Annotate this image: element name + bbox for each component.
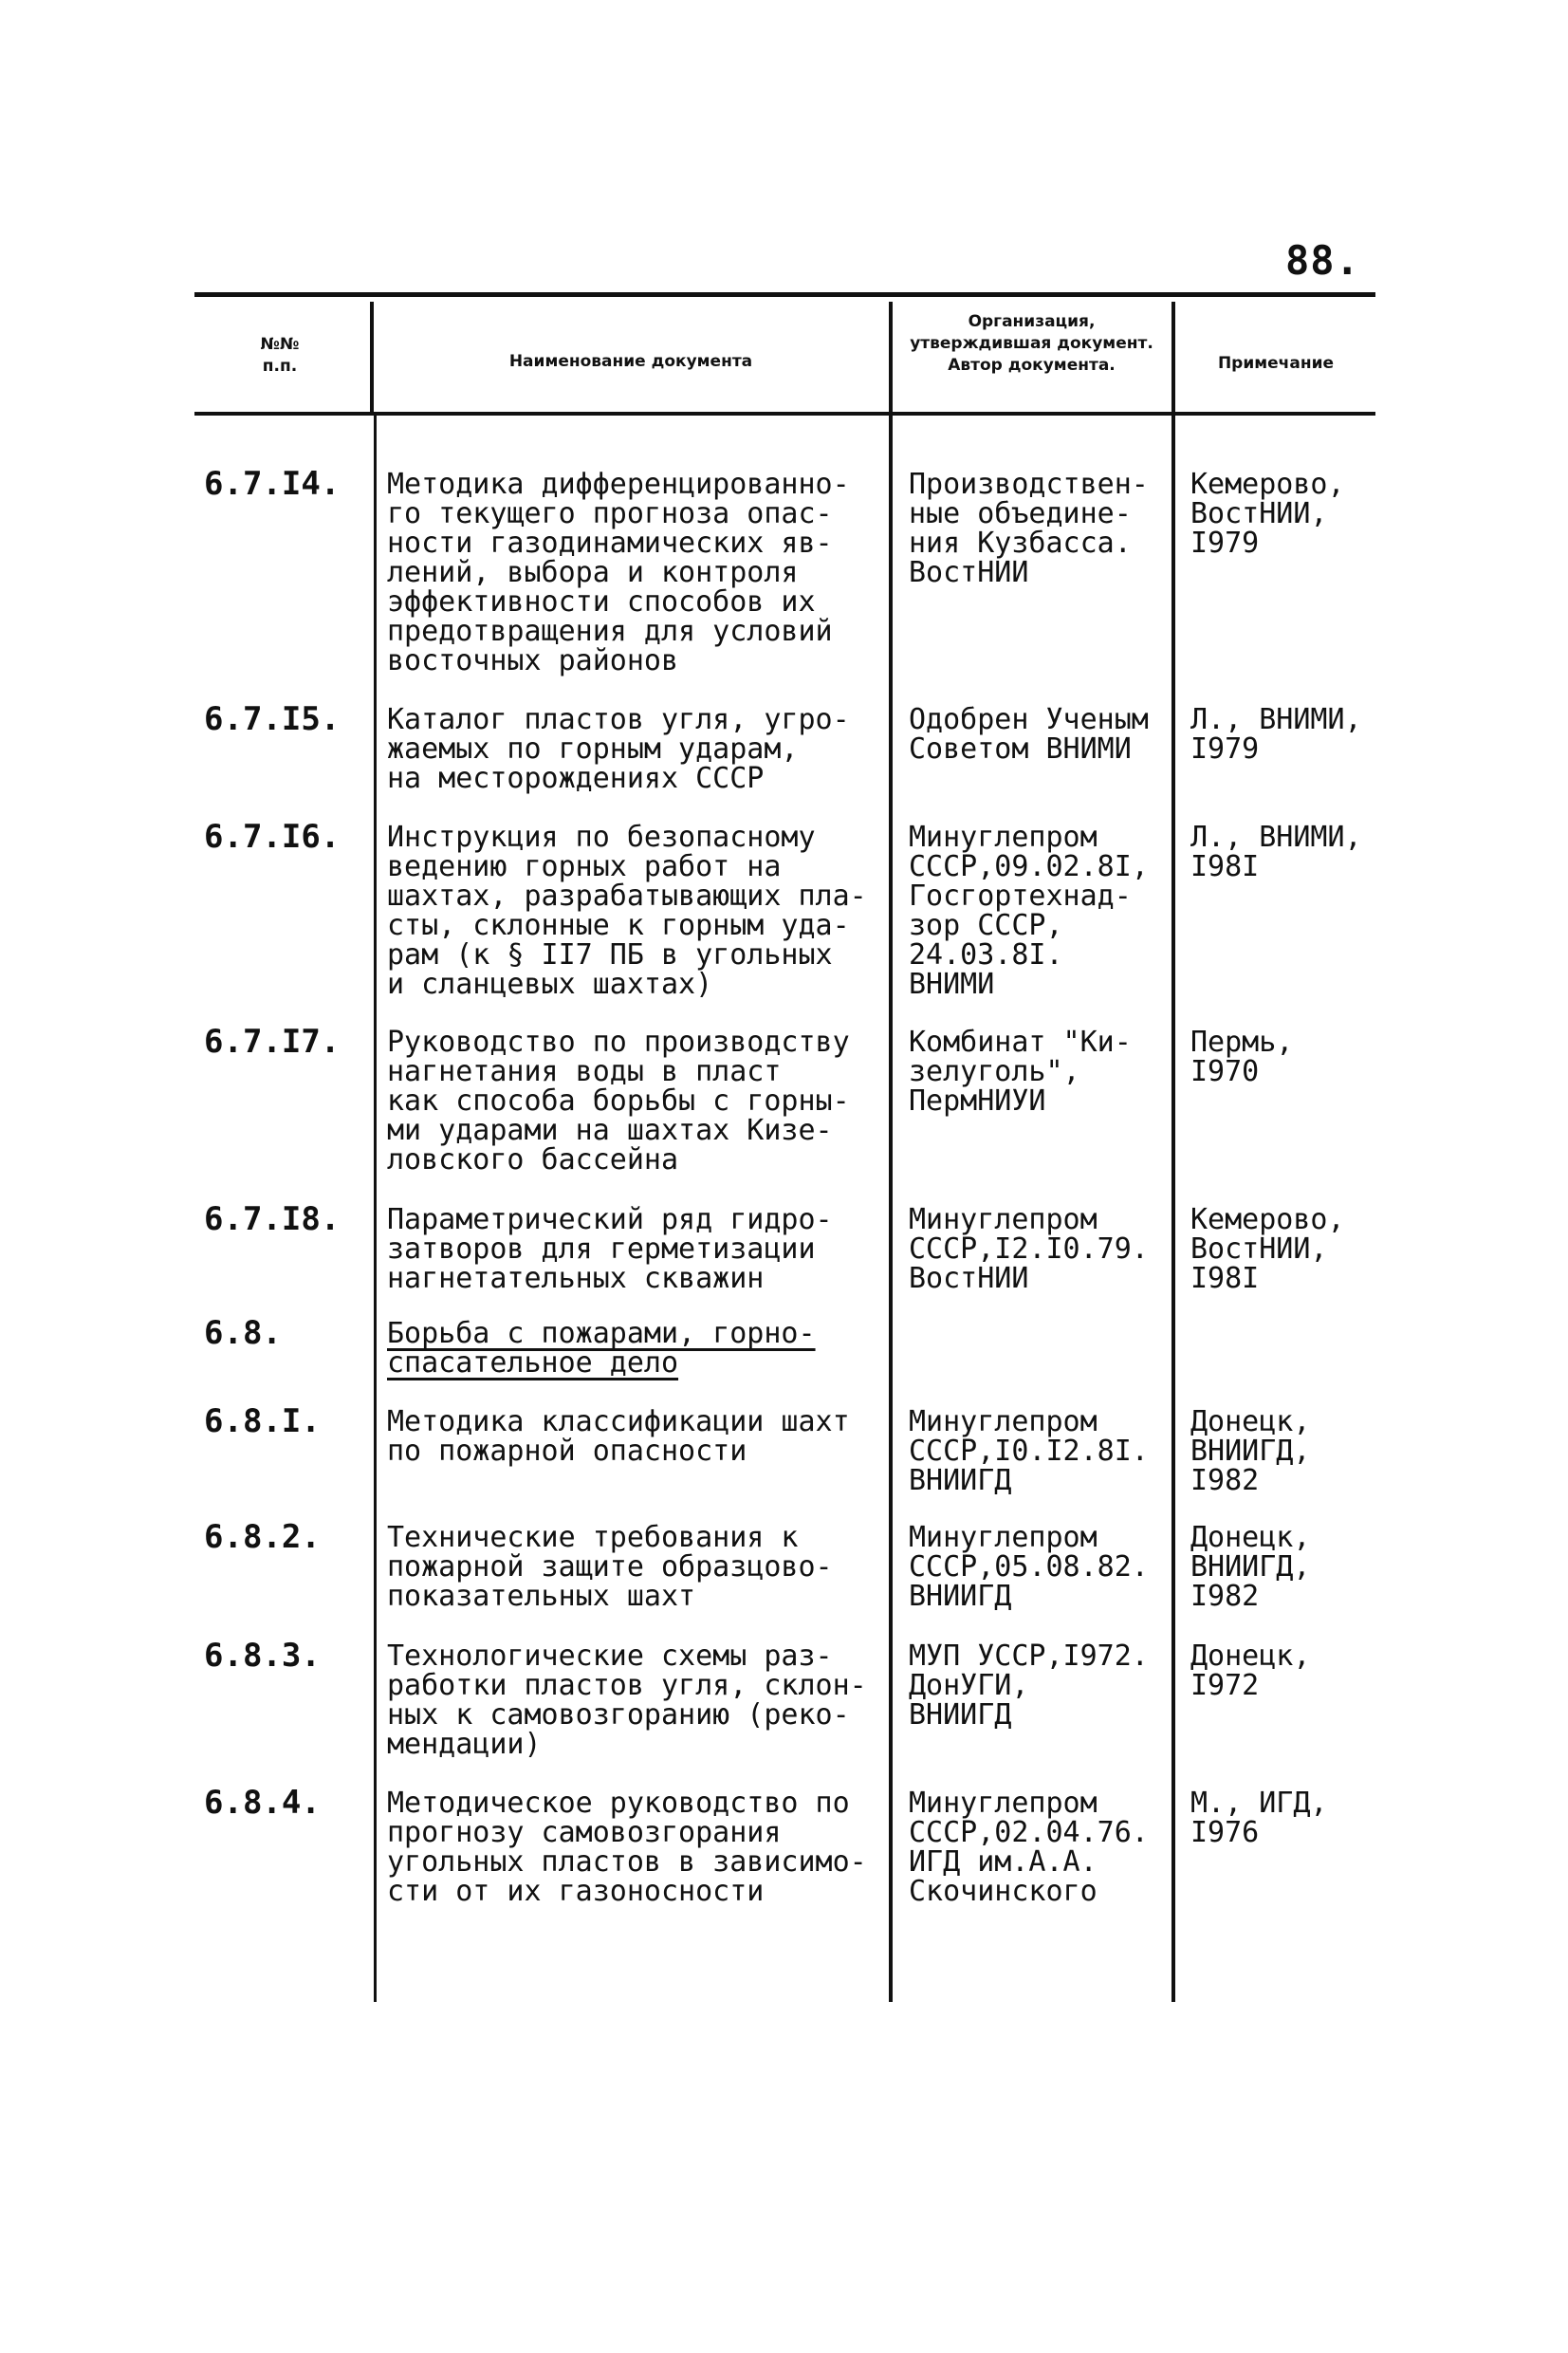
row-number: 6.8. bbox=[204, 1314, 282, 1352]
row-number: 6.8.4. bbox=[204, 1784, 321, 1822]
note: Донецк, ВНИИГД, I982 bbox=[1190, 1405, 1311, 1497]
row-number: 6.7.I4. bbox=[204, 465, 341, 503]
note: Донецк, ВНИИГД, I982 bbox=[1190, 1521, 1311, 1613]
note: Л., ВНИМИ, I98I bbox=[1190, 821, 1362, 883]
document-title: Технические требования к пожарной защите образцово- показательных шахт bbox=[387, 1521, 833, 1613]
row-number: 6.8.I. bbox=[204, 1402, 321, 1440]
document-title: Руководство по производству нагнетания воды в пласт как способа борьбы с горны- ми ударами на шахтах Кизе- ловского бассейна bbox=[387, 1026, 850, 1176]
approving-organization: МУП УССР,I972. ДонУГИ, ВНИИГД bbox=[909, 1640, 1149, 1732]
header-col-title: Наименование документа bbox=[508, 352, 753, 371]
document-title: Методика классификации шахт по пожарной опасности bbox=[387, 1405, 850, 1468]
approving-organization: Минуглепром СССР,02.04.76. ИГД им.А.А. Скочинского bbox=[909, 1787, 1149, 1908]
note: Кемерово, ВостНИИ, I98I bbox=[1190, 1203, 1345, 1295]
row-number: 6.7.I5. bbox=[204, 700, 341, 738]
header-col-org: Организация, утверждившая документ. Автор документа. bbox=[910, 312, 1153, 375]
header-col-num: №№ п.п. bbox=[260, 335, 300, 376]
approving-organization: Одобрен Ученым Советом ВНИМИ bbox=[909, 703, 1149, 766]
section-heading: Борьба с пожарами, горно- спасательное дело bbox=[387, 1317, 816, 1380]
note: Л., ВНИМИ, I979 bbox=[1190, 703, 1362, 766]
document-title: Методика дифференцированно- го текущего прогноза опас- ности газодинамических яв- лений, выбора и контроля эффективности способов их предотвращения для условий восточных районов bbox=[387, 468, 850, 677]
approving-organization: Минуглепром СССР,I2.I0.79. ВостНИИ bbox=[909, 1203, 1149, 1295]
note: Кемерово, ВостНИИ, I979 bbox=[1190, 468, 1345, 560]
row-number: 6.7.I7. bbox=[204, 1023, 341, 1061]
document-title: Параметрический ряд гидро- затворов для герметизации нагнетательных скважин bbox=[387, 1203, 833, 1295]
table-top-rule bbox=[194, 292, 1375, 297]
note: Пермь, I970 bbox=[1190, 1026, 1294, 1088]
document-title: Методическое руководство по прогнозу самовозгорания угольных пластов в зависимо- сти от их газоносности bbox=[387, 1787, 867, 1908]
approving-organization: Комбинат "Ки- зелуголь", ПермНИУИ bbox=[909, 1026, 1132, 1118]
document-title: Технологические схемы раз- работки пластов угля, склон- ных к самовозгоранию (реко- мендации) bbox=[387, 1640, 867, 1761]
note: Донецк, I972 bbox=[1190, 1640, 1311, 1702]
row-number: 6.8.2. bbox=[204, 1518, 321, 1556]
col-divider-1-body bbox=[374, 416, 377, 2002]
row-number: 6.7.I6. bbox=[204, 818, 341, 856]
note: М., ИГД, I976 bbox=[1190, 1787, 1328, 1849]
header-col-note: Примечание bbox=[1217, 354, 1335, 373]
col-divider-1 bbox=[370, 302, 374, 412]
row-number: 6.7.I8. bbox=[204, 1200, 341, 1238]
approving-organization: Минуглепром СССР,05.08.82. ВНИИГД bbox=[909, 1521, 1149, 1613]
row-number: 6.8.3. bbox=[204, 1637, 321, 1675]
document-title: Инструкция по безопасному ведению горных работ на шахтах, разрабатывающих пла- сты, склонные к горным уда- рам (к § II7 ПБ в угольных и сланцевых шахтах) bbox=[387, 821, 867, 1001]
approving-organization: Производствен- ные объедине- ния Кузбасса. ВостНИИ bbox=[909, 468, 1149, 589]
header-bottom-rule bbox=[194, 412, 1375, 416]
approving-organization: Минуглепром СССР,09.02.8I, Госгортехнад- зор СССР, 24.03.8I. ВНИМИ bbox=[909, 821, 1149, 1001]
document-title: Каталог пластов угля, угро- жаемых по горным ударам, на месторождениях СССР bbox=[387, 703, 850, 795]
page-number: 88. bbox=[1285, 237, 1360, 284]
approving-organization: Минуглепром СССР,I0.I2.8I. ВНИИГД bbox=[909, 1405, 1149, 1497]
